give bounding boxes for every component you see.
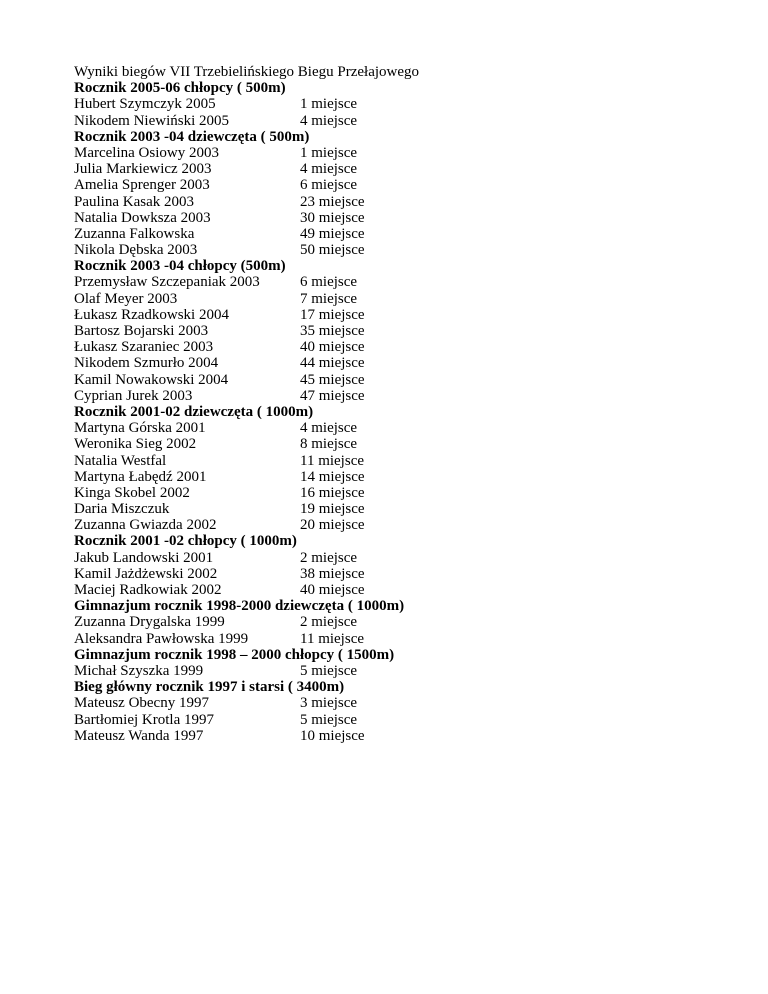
runner-name: Łukasz Szaraniec 2003 xyxy=(74,339,214,356)
result-row xyxy=(74,274,694,290)
runner-place: 10 miejsce xyxy=(300,727,365,744)
runner-name: Mateusz Obecny 1997 xyxy=(74,695,209,712)
runner-place: 4 miejsce xyxy=(300,161,358,178)
result-row xyxy=(74,177,694,193)
result-row xyxy=(74,695,694,711)
runner-place: 16 miejsce xyxy=(300,484,365,501)
runner-name: Natalia Westfal xyxy=(74,452,167,469)
runner-place: 40 miejsce xyxy=(300,339,365,356)
runner-place: 17 miejsce xyxy=(300,306,365,323)
runner-name: Kamil Jażdżewski 2002 xyxy=(74,565,218,582)
runner-name: Bartłomiej Krotla 1997 xyxy=(74,711,214,728)
section-heading: Rocznik 2003 -04 chłopcy (500m) xyxy=(74,258,286,275)
result-row xyxy=(74,485,694,501)
runner-place: 5 miejsce xyxy=(300,662,358,679)
result-row xyxy=(74,194,694,210)
result-row xyxy=(74,420,694,436)
result-row xyxy=(74,323,694,339)
runner-place: 3 miejsce xyxy=(300,695,358,712)
runner-name: Łukasz Rzadkowski 2004 xyxy=(74,306,229,323)
runner-name: Weronika Sieg 2002 xyxy=(74,436,197,453)
runner-place: 40 miejsce xyxy=(300,582,365,598)
runner-place: 47 miejsce xyxy=(300,387,365,404)
section-heading: Rocznik 2001 -02 chłopcy ( 1000m) xyxy=(74,533,297,550)
runner-place: 8 miejsce xyxy=(300,436,358,453)
runner-name: Aleksandra Pawłowska 1999 xyxy=(74,630,249,647)
runner-place: 5 miejsce xyxy=(300,711,358,728)
runner-name: Martyna Łabędź 2001 xyxy=(74,468,207,485)
runner-name: Maciej Radkowiak 2002 xyxy=(74,582,222,598)
runner-name: Przemysław Szczepaniak 2003 xyxy=(74,274,260,291)
section-heading: Rocznik 2001-02 dziewczęta ( 1000m) xyxy=(74,403,314,420)
runner-name: Jakub Landowski 2001 xyxy=(74,549,214,566)
runner-place: 6 miejsce xyxy=(300,274,358,291)
document-title: Wyniki biegów VII Trzebielińskiego Biegu Przełajowego xyxy=(74,64,420,80)
runner-place: 35 miejsce xyxy=(300,323,365,339)
runner-place: 4 miejsce xyxy=(300,112,358,129)
result-section xyxy=(74,598,694,647)
result-row xyxy=(74,355,694,371)
runner-place: 14 miejsce xyxy=(300,468,365,485)
result-section xyxy=(74,647,694,679)
runner-place: 7 miejsce xyxy=(300,290,358,307)
result-row xyxy=(74,501,694,517)
runner-place: 1 miejsce xyxy=(300,144,358,161)
result-row xyxy=(74,582,694,598)
runner-place: 1 miejsce xyxy=(300,96,358,113)
results-sections xyxy=(74,80,694,744)
section-heading: Rocznik 2003 -04 dziewczęta ( 500m) xyxy=(74,128,310,145)
result-row xyxy=(74,663,694,679)
result-row xyxy=(74,614,694,630)
result-row xyxy=(74,453,694,469)
result-row xyxy=(74,372,694,388)
runner-place: 11 miejsce xyxy=(300,452,365,469)
runner-name: Nikola Dębska 2003 xyxy=(74,242,198,259)
result-section xyxy=(74,679,694,744)
result-row xyxy=(74,307,694,323)
runner-name: Paulina Kasak 2003 xyxy=(74,193,194,210)
runner-name: Bartosz Bojarski 2003 xyxy=(74,323,209,339)
result-row xyxy=(74,436,694,452)
runner-name: Amelia Sprenger 2003 xyxy=(74,177,210,194)
runner-place: 50 miejsce xyxy=(300,242,365,259)
result-section xyxy=(74,80,694,129)
result-row xyxy=(74,161,694,177)
runner-name: Zuzanna Gwiazda 2002 xyxy=(74,517,217,534)
runner-place: 38 miejsce xyxy=(300,565,365,582)
runner-place: 2 miejsce xyxy=(300,549,358,566)
result-row xyxy=(74,550,694,566)
results-document xyxy=(74,64,694,744)
result-row xyxy=(74,388,694,404)
result-row xyxy=(74,728,694,744)
runner-place: 44 miejsce xyxy=(300,355,365,372)
runner-name: Nikodem Szmurło 2004 xyxy=(74,355,219,372)
result-row xyxy=(74,291,694,307)
result-row xyxy=(74,96,694,112)
runner-name: Mateusz Wanda 1997 xyxy=(74,727,204,744)
runner-name: Hubert Szymczyk 2005 xyxy=(74,96,216,113)
runner-place: 2 miejsce xyxy=(300,614,358,631)
runner-place: 19 miejsce xyxy=(300,501,365,518)
runner-place: 20 miejsce xyxy=(300,517,365,534)
runner-name: Zuzanna Falkowska xyxy=(74,225,195,242)
runner-name: Martyna Górska 2001 xyxy=(74,420,206,437)
result-row xyxy=(74,517,694,533)
runner-name: Marcelina Osiowy 2003 xyxy=(74,144,219,161)
result-row xyxy=(74,226,694,242)
section-heading: Gimnazjum rocznik 1998 – 2000 chłopcy ( 1500m) xyxy=(74,646,395,663)
runner-place: 30 miejsce xyxy=(300,209,365,226)
runner-place: 6 miejsce xyxy=(300,177,358,194)
section-heading: Rocznik 2005-06 chłopcy ( 500m) xyxy=(74,80,286,97)
runner-name: Natalia Dowksza 2003 xyxy=(74,209,211,226)
result-row xyxy=(74,210,694,226)
result-row xyxy=(74,339,694,355)
result-row xyxy=(74,469,694,485)
result-section xyxy=(74,129,694,259)
result-row xyxy=(74,712,694,728)
runner-place: 49 miejsce xyxy=(300,225,365,242)
result-section xyxy=(74,258,694,404)
runner-place: 23 miejsce xyxy=(300,193,365,210)
runner-name: Cyprian Jurek 2003 xyxy=(74,387,193,404)
runner-place: 4 miejsce xyxy=(300,420,358,437)
runner-name: Kinga Skobel 2002 xyxy=(74,484,190,501)
runner-name: Michał Szyszka 1999 xyxy=(74,662,204,679)
runner-name: Zuzanna Drygalska 1999 xyxy=(74,614,225,631)
runner-name: Kamil Nowakowski 2004 xyxy=(74,371,229,388)
section-heading: Bieg główny rocznik 1997 i starsi ( 3400m) xyxy=(74,679,345,696)
result-row xyxy=(74,631,694,647)
runner-name: Daria Miszczuk xyxy=(74,501,170,518)
runner-place: 11 miejsce xyxy=(300,630,365,647)
runner-name: Julia Markiewicz 2003 xyxy=(74,161,212,178)
result-section xyxy=(74,533,694,598)
result-row xyxy=(74,113,694,129)
result-row xyxy=(74,145,694,161)
runner-name: Nikodem Niewiński 2005 xyxy=(74,112,229,129)
section-heading: Gimnazjum rocznik 1998-2000 dziewczęta ( 1000m) xyxy=(74,598,405,615)
result-row xyxy=(74,242,694,258)
result-section xyxy=(74,404,694,534)
runner-name: Olaf Meyer 2003 xyxy=(74,290,178,307)
runner-place: 45 miejsce xyxy=(300,371,365,388)
result-row xyxy=(74,566,694,582)
